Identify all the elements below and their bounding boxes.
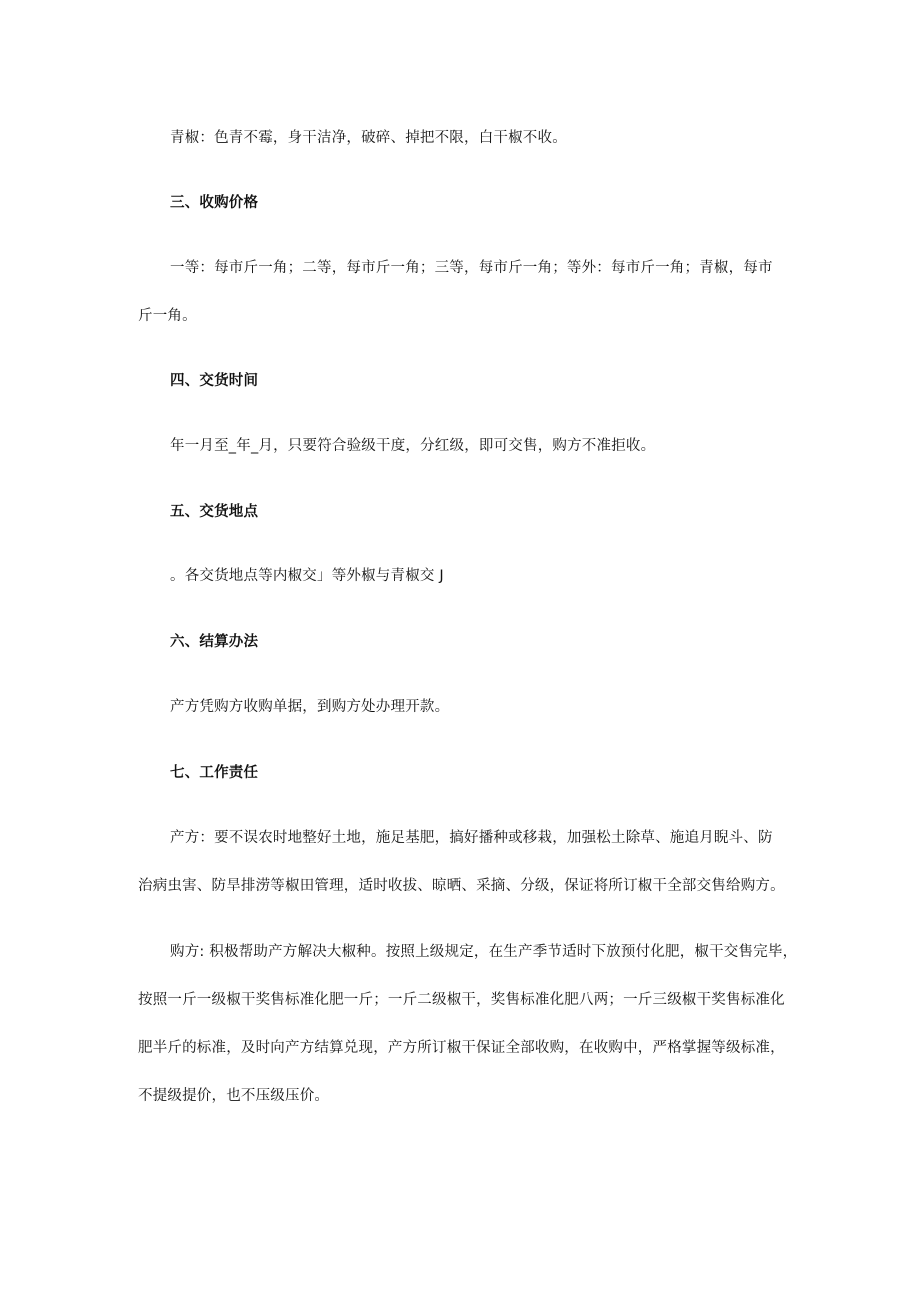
heading-delivery-time: 四、交货时间 — [170, 373, 259, 389]
paragraph-qingjiao-standard: 青椒：色青不霉，身干洁净，破碎、掉把不限，白干椒不收。 — [170, 130, 567, 146]
paragraph-delivery-place: 。各交货地点等内椒交」等外椒与青椒交 J — [170, 568, 444, 584]
paragraph-buyer-line-1: 购方: 积极帮助产方解决大椒种。按照上级规定，在生产季节适时下放预付化肥，椒干交售完毕， — [170, 944, 798, 960]
paragraph-settlement: 产方凭购方收购单据，到购方处办理开款。 — [170, 699, 450, 715]
paragraph-price-line-1: 一等：每市斤一角；二等，每市斤一角；三等，每市斤一角；等外：每市斤一角；青椒，每市 — [170, 260, 773, 276]
paragraph-producer-line-2: 治病虫害、防旱排涝等椒田管理，适时收拔、晾晒、采摘、分级，保证将所订椒干全部交售给购方。 — [138, 878, 785, 894]
heading-work-responsibility: 七、工作责任 — [170, 765, 259, 781]
heading-delivery-place: 五、交货地点 — [170, 504, 259, 520]
heading-settlement-method: 六、结算办法 — [170, 634, 259, 650]
paragraph-buyer-line-3: 肥半斤的标准，及时向产方结算兑现，产方所订椒干保证全部收购，在收购中，严格掌握等级标准， — [138, 1040, 785, 1056]
paragraph-buyer-line-4: 不提级提价，也不压级压价。 — [138, 1088, 330, 1104]
paragraph-buyer-line-2: 按照一斤一级椒干奖售标准化肥一斤；一斤二级椒干，奖售标准化肥八两；一斤三级椒干奖售标准化 — [138, 992, 785, 1008]
paragraph-price-line-2: 斤一角。 — [138, 308, 197, 324]
paragraph-delivery-time: 年一月至_年_月，只要符合验级干度，分红级，即可交售，购方不准拒收。 — [170, 438, 656, 454]
paragraph-producer-line-1: 产方：要不误农时地整好土地，施足基肥，搞好播种或移栽，加强松土除草、施追月睨斗、防 — [170, 830, 773, 846]
heading-purchase-price: 三、收购价格 — [170, 195, 259, 211]
